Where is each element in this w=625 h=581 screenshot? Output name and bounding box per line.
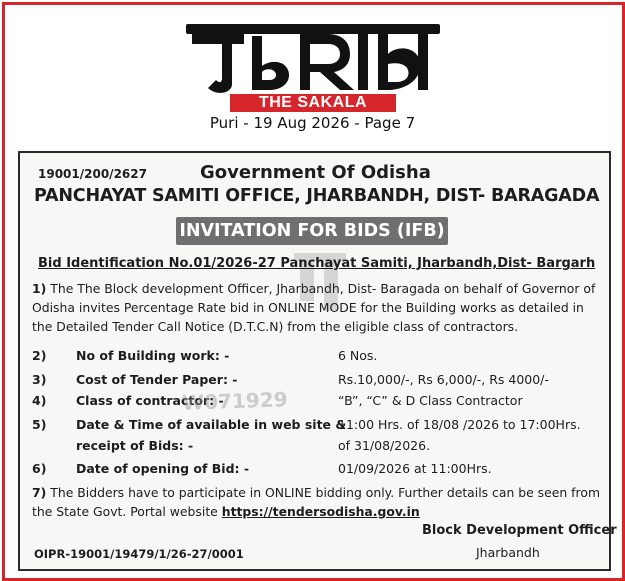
paragraph-7	[32, 483, 602, 521]
bid-identification: Bid Identification No.01/2026-27 Panchayat Samiti, Jharbandh,Dist- Bargarh	[38, 256, 596, 271]
item-value: 11:00 Hrs. of 18/08 /2026 to 17:00Hrs.	[338, 417, 581, 432]
item-value-continued: of 31/08/2026.	[338, 438, 431, 453]
signatory-place: Jharbandh	[476, 545, 540, 560]
signatory-title: Block Development Officer	[422, 523, 617, 538]
portal-link[interactable]: https://tendersodisha.gov.in	[221, 504, 420, 519]
paragraph-number: 7)	[32, 485, 47, 500]
item-label-continued: receipt of Bids: -	[76, 438, 194, 453]
item-number: 6)	[32, 461, 47, 476]
item-label: Cost of Tender Paper: -	[76, 372, 238, 387]
item-label: Date & Time of available in web site &	[76, 417, 347, 432]
government-title: Government Of Odisha	[200, 162, 431, 183]
newspaper-masthead	[0, 8, 625, 132]
dateline: Puri - 19 Aug 2026 - Page 7	[209, 114, 416, 132]
oipr-number: OIPR-19001/19479/1/26-27/0001	[34, 547, 244, 561]
item-value: 6 Nos.	[338, 348, 378, 363]
paragraph-number: 1)	[32, 281, 47, 296]
item-number: 3)	[32, 372, 47, 387]
office-title: PANCHAYAT SAMITI OFFICE, JHARBANDH, DIST- BARAGADA	[34, 186, 600, 206]
item-label: Date of opening of Bid: -	[76, 461, 250, 476]
item-number: 5)	[32, 417, 47, 432]
masthead-band: THE SAKALA	[230, 94, 396, 112]
item-label: No of Building work: -	[76, 348, 230, 363]
tender-notice	[18, 151, 617, 571]
sakala-logo	[182, 14, 444, 100]
paragraph-text: The The Block development Officer, Jharbandh, Dist- Baragada on behalf of Governor of Odisha invites Percentage Rate bid in ONLINE MODE for the Building works as detailed in the Detailed Tender Call Notice (D.T.C.N) from the eligible class of contractors.	[32, 281, 596, 334]
paragraph-text: The Bidders have to participate in ONLINE bidding only. Further details can be seen from the State Govt. Portal website	[32, 485, 601, 519]
stamp-watermark: W071929	[181, 387, 288, 415]
logo-text: ସକାଳ	[313, 14, 316, 15]
item-value: “B”, “C” & D Class Contractor	[338, 393, 523, 408]
item-number: 4)	[32, 393, 47, 408]
paragraph-1	[32, 279, 600, 336]
reference-number: 19001/200/2627	[38, 167, 147, 181]
item-value: Rs.10,000/-, Rs 6,000/-, Rs 4000/-	[338, 372, 549, 387]
item-label: Class of contractor: -	[76, 393, 224, 408]
item-value: 01/09/2026 at 11:00Hrs.	[338, 461, 492, 476]
notice-heading: INVITATION FOR BIDS (IFB)	[176, 217, 448, 245]
item-number: 2)	[32, 348, 47, 363]
